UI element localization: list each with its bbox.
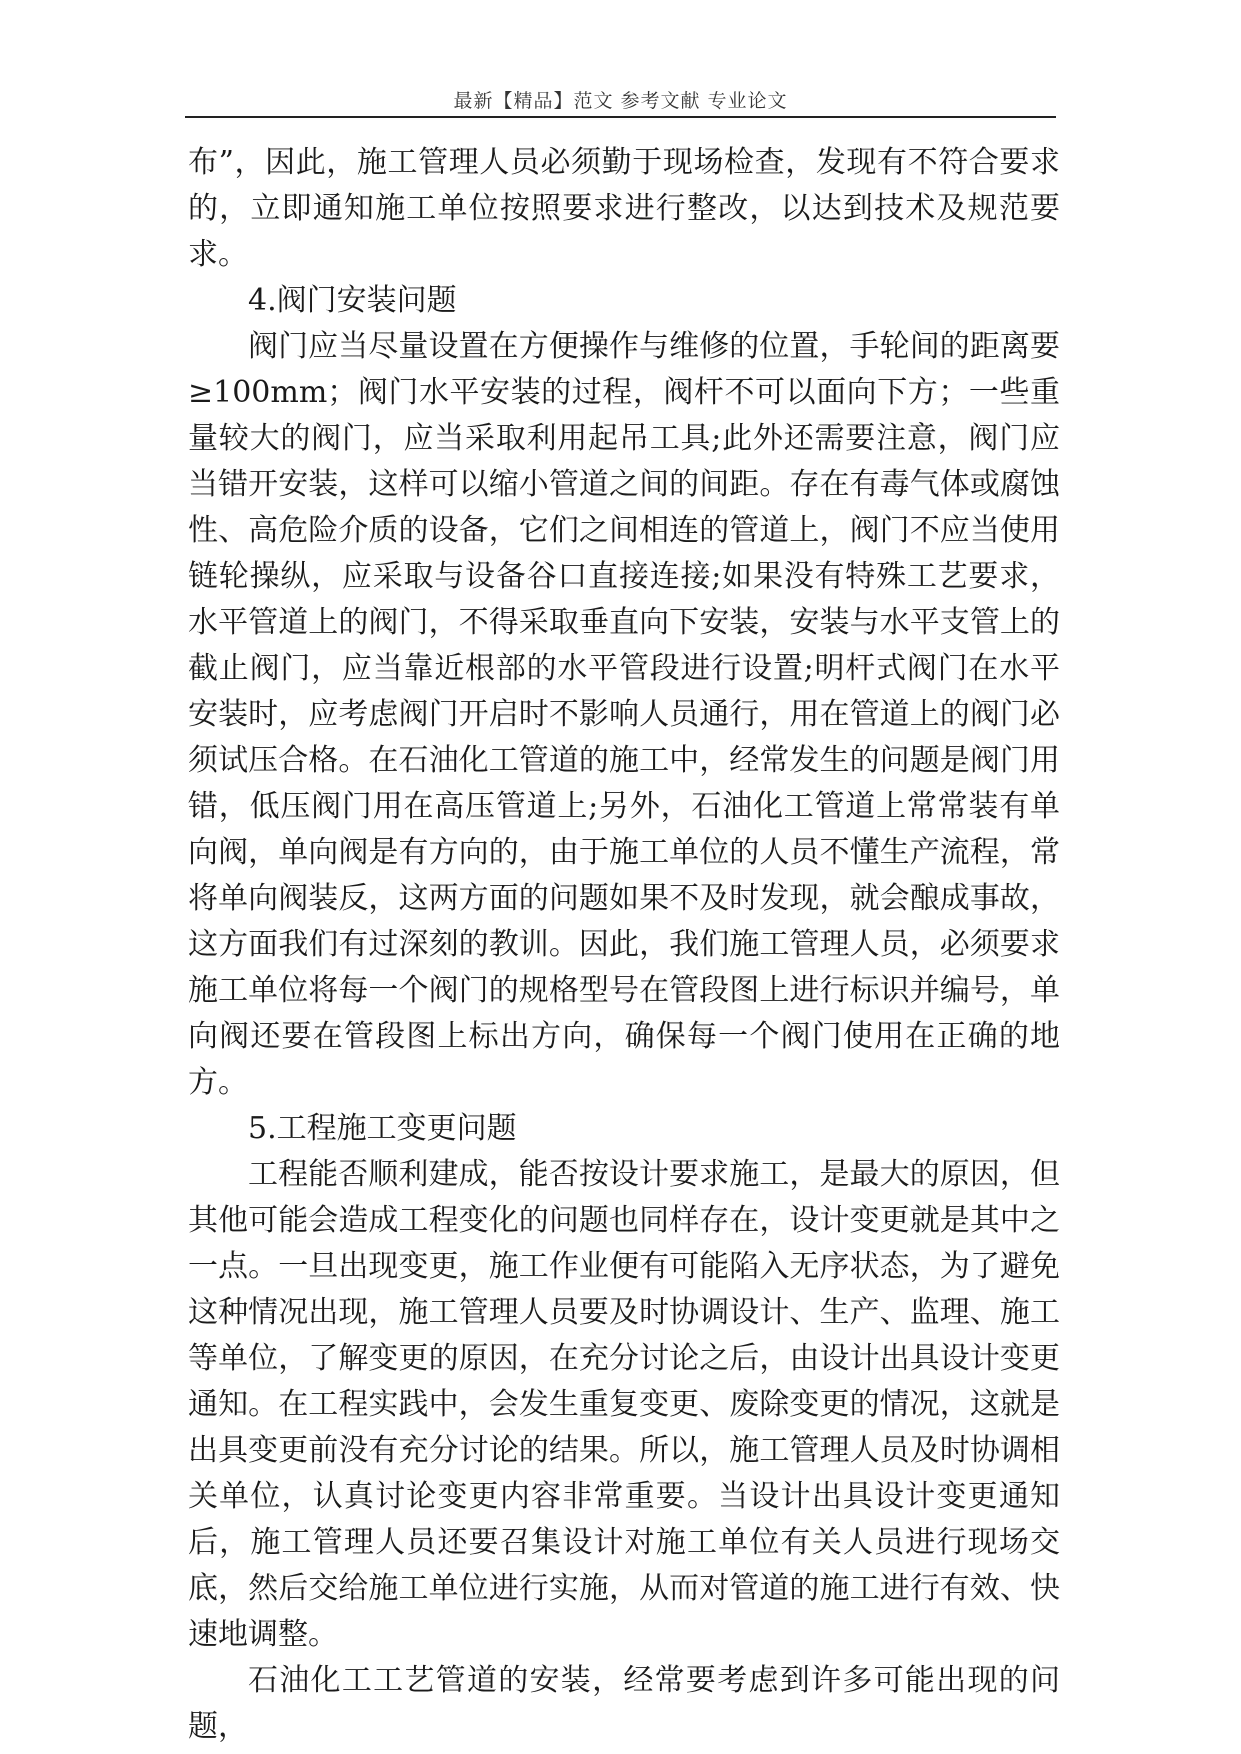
paragraph-process-pipe-installation: 石油化工工艺管道的安装，经常要考虑到许多可能出现的问题， — [188, 1663, 1060, 1744]
document-body — [188, 140, 1060, 1750]
section-heading-valve-installation: 4.阀门安装问题 — [248, 283, 457, 318]
header-rule — [185, 116, 1056, 118]
section-heading-construction-change: 5.工程施工变更问题 — [248, 1111, 517, 1146]
paragraph-continuation: 布”，因此，施工管理人员必须勤于现场检查，发现有不符合要求的，立即通知施工单位按照要求进行整改，以达到技术及规范要求。 — [188, 145, 1060, 272]
page-header: 最新【精品】范文 参考文献 专业论文 — [453, 90, 788, 112]
paragraph-valve-installation: 阀门应当尽量设置在方便操作与维修的位置，手轮间的距离要≥100mm；阀门水平安装的过程，阀杆不可以面向下方；一些重量较大的阀门，应当采取利用起吊工具;此外还需要注意，阀门应当错开安装，这样可以缩小管道之间的间距。存在有毒气体或腐蚀性、高危险介质的设备，它们之间相连的管道上，阀门不应当使用链轮操纵，应采取与设备谷口直接连接;如果没有特殊工艺要求，水平管道上的阀门，不得采取垂直向下安装，安装与水平支管上的截止阀门，应当靠近根部的水平管段进行设置;明杆式阀门在水平安装时，应考虑阀门开启时不影响人员通行，用在管道上的阀门必须试压合格。在石油化工管道的施工中，经常发生的问题是阀门用错，低压阀门用在高压管道上;另外，石油化工管道上常常装有单向阀，单向阀是有方向的，由于施工单位的人员不懂生产流程，常将单向阀装反，这两方面的问题如果不及时发现，就会酿成事故，这方面我们有过深刻的教训。因此，我们施工管理人员，必须要求施工单位将每一个阀门的规格型号在管段图上进行标识并编号，单向阀还要在管段图上标出方向，确保每一个阀门使用在正确的地方。 — [188, 329, 1060, 1100]
paragraph-construction-change: 工程能否顺利建成，能否按设计要求施工，是最大的原因，但其他可能会造成工程变化的问题也同样存在，设计变更就是其中之一点。一旦出现变更，施工作业便有可能陷入无序状态，为了避免这种情况出现，施工管理人员要及时协调设计、生产、监理、施工等单位，了解变更的原因，在充分讨论之后，由设计出具设计变更通知。在工程实践中，会发生重复变更、废除变更的情况，这就是出具变更前没有充分讨论的结果。所以，施工管理人员及时协调相关单位，认真讨论变更内容非常重要。当设计出具设计变更通知后，施工管理人员还要召集设计对施工单位有关人员进行现场交底，然后交给施工单位进行实施，从而对管道的施工进行有效、快速地调整。 — [188, 1157, 1060, 1652]
